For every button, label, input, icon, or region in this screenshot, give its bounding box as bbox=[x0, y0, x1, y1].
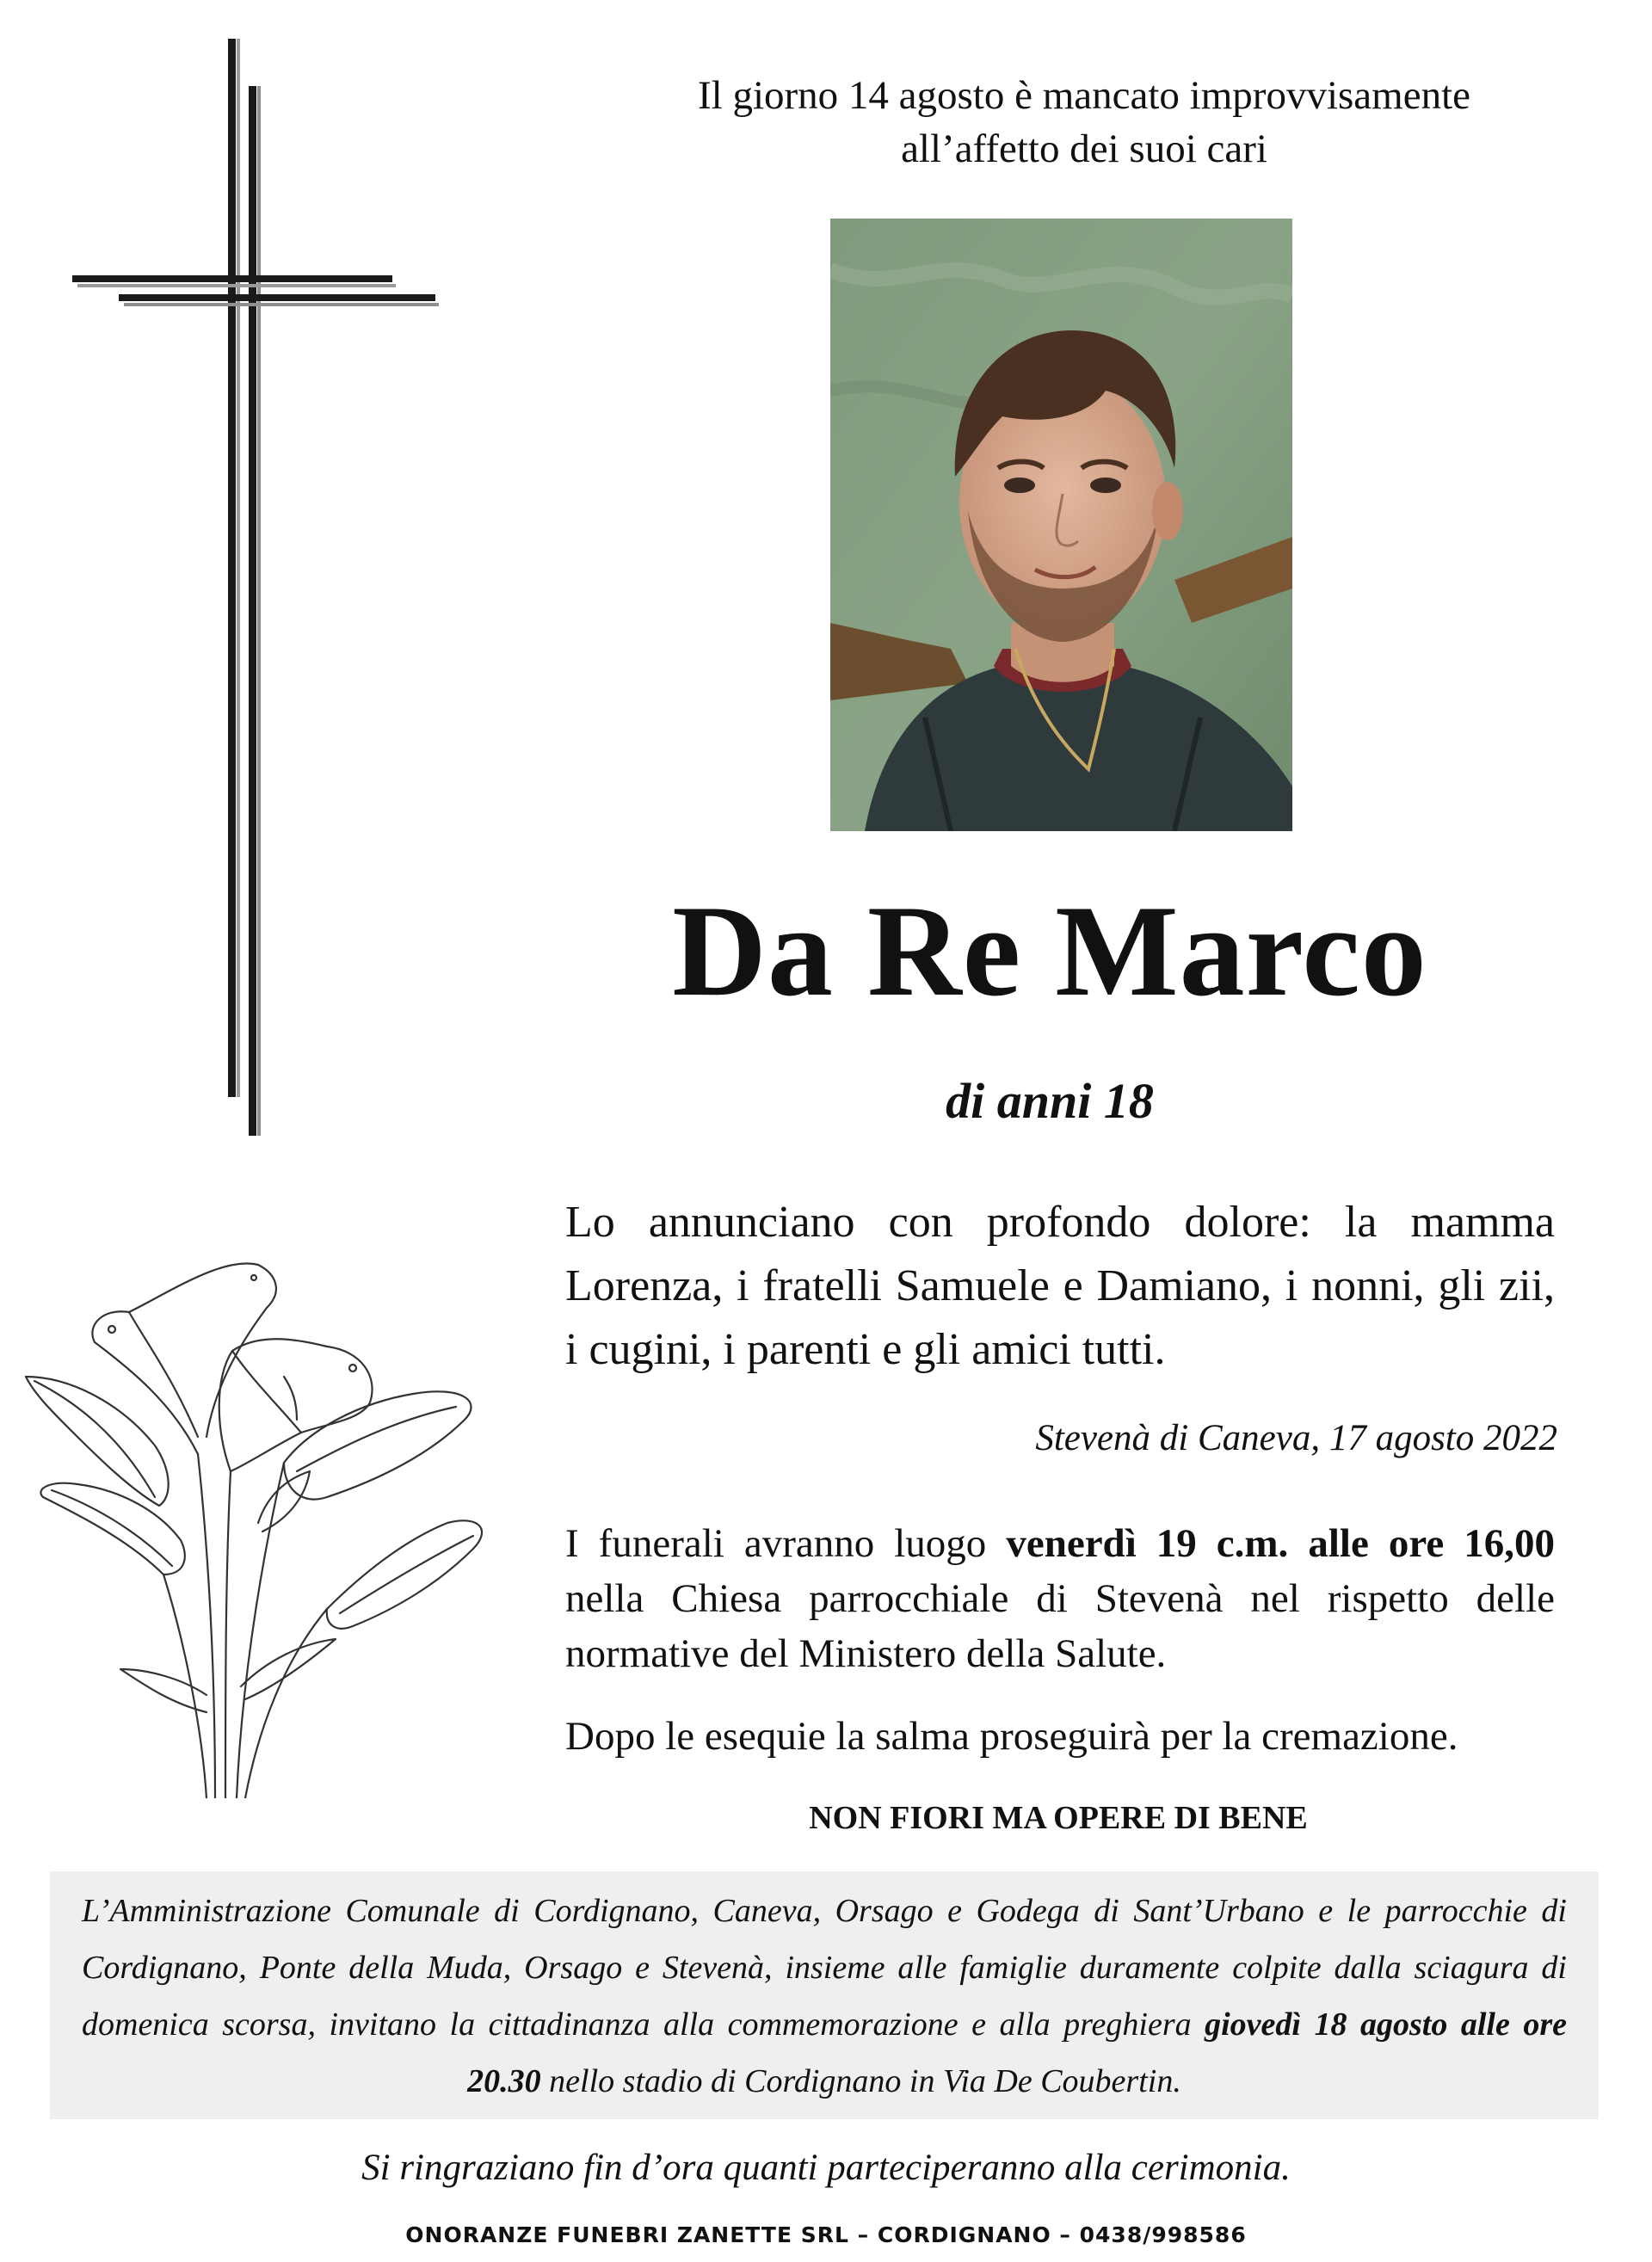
cross-vertical-bar bbox=[228, 39, 236, 1097]
cremation-text: Dopo le esequie la salma proseguirà per la cremazione. bbox=[565, 1714, 1458, 1759]
cross-shadow bbox=[77, 284, 396, 287]
cross-horizontal-bar bbox=[119, 294, 435, 301]
commemoration-text-1: L’Amministrazione Comunale di Cordignano, Caneva, Orsago e Godega di Sant’Urbano e le parrocchie di Cordignano, Ponte della Muda, Orsago e Stevenà, insieme alle famiglie duramente colpite dalla sciagura di domenica scorsa, invitano la cittadinanza alla commemorazione e alla preghiera bbox=[82, 1893, 1567, 2043]
cross-shadow bbox=[237, 39, 240, 1097]
funeral-info bbox=[565, 1516, 1555, 1681]
intro-text bbox=[516, 69, 1652, 176]
thanks-text: Si ringraziano fin d’ora quanti parteciperanno alla cerimonia. bbox=[361, 2148, 1291, 2188]
commemoration-text bbox=[82, 1883, 1567, 2110]
deceased-name: Da Re Marco bbox=[672, 878, 1427, 1023]
funeral-text-1: I funerali avranno luogo bbox=[565, 1521, 1007, 1566]
funeral-datetime: venerdì 19 c.m. alle ore 16,00 bbox=[1006, 1521, 1555, 1566]
announcement-text: Lo annunciano con profondo dolore: la mamma Lorenza, i fratelli Samuele e Damiano, i nonni, gli zii, i cugini, i parenti e gli amici tutti. bbox=[565, 1198, 1555, 1374]
cross-vertical-bar bbox=[249, 86, 256, 1136]
portrait-photo bbox=[830, 219, 1292, 831]
funeral-home-footer: ONORANZE FUNEBRI ZANETTE SRL – CORDIGNANO – 0438/998586 bbox=[405, 2222, 1247, 2247]
place-date: Stevenà di Caneva, 17 agosto 2022 bbox=[1035, 1418, 1557, 1458]
commemoration-text-2: nello stadio di Cordignano in Via De Coubertin. bbox=[540, 2063, 1181, 2099]
commemoration-datetime: giovedì 18 agosto alle ore 20.30 bbox=[467, 2006, 1567, 2099]
intro-line-2: all’affetto dei suoi cari bbox=[901, 126, 1267, 171]
calla-lily-icon bbox=[0, 1093, 499, 1798]
no-flowers-notice: NON FIORI MA OPERE DI BENE bbox=[809, 1800, 1308, 1836]
deceased-age: di anni 18 bbox=[946, 1073, 1154, 1129]
cross-shadow bbox=[124, 303, 439, 306]
cross-shadow bbox=[257, 86, 261, 1136]
funeral-text-2: nella Chiesa parrocchiale di Stevenà nel rispetto delle normative del Ministero della Salute. bbox=[565, 1576, 1555, 1676]
cross-horizontal-bar bbox=[72, 275, 392, 282]
intro-line-1: Il giorno 14 agosto è mancato improvvisamente bbox=[697, 73, 1470, 118]
